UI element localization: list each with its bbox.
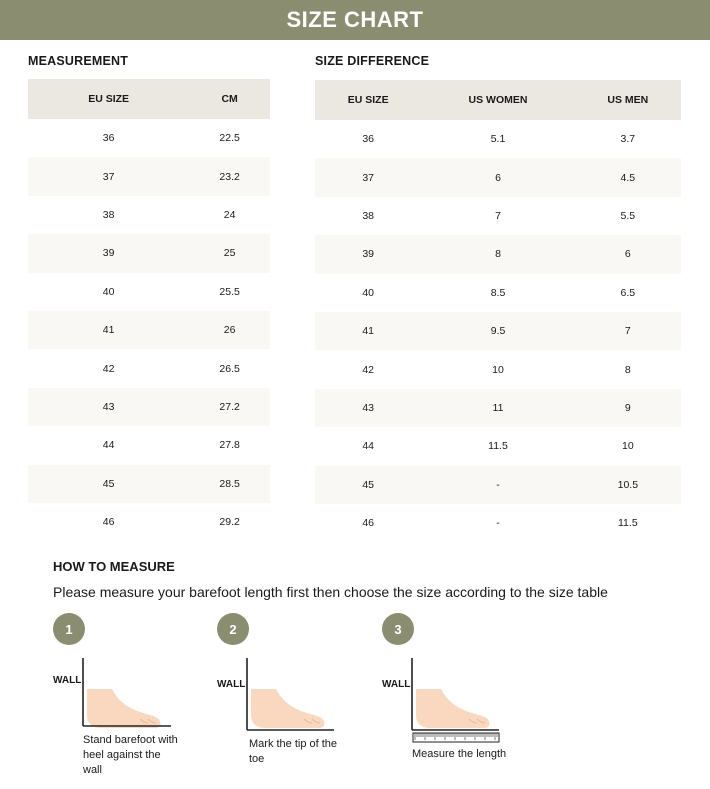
table-cell: 42 bbox=[102, 362, 115, 375]
table-row bbox=[315, 350, 681, 388]
step-3 bbox=[382, 613, 507, 783]
table-cell: 5.1 bbox=[490, 133, 506, 146]
measurement-heading: MEASUREMENT bbox=[28, 54, 129, 68]
table-row bbox=[28, 119, 270, 157]
table-cell: 44 bbox=[102, 439, 115, 452]
column-header: EU SIZE bbox=[315, 80, 421, 120]
size-difference-heading: SIZE DIFFERENCE bbox=[315, 54, 430, 68]
table-row bbox=[315, 120, 681, 158]
step-1 bbox=[53, 613, 178, 783]
foot-icon bbox=[416, 689, 490, 728]
column-header: US WOMEN bbox=[421, 80, 574, 120]
wall-label: WALL bbox=[217, 679, 246, 690]
table-cell: 8.5 bbox=[490, 286, 506, 299]
foot-icon bbox=[87, 689, 161, 728]
step-caption: Mark the tip of the toe bbox=[249, 738, 338, 765]
table-cell: - bbox=[421, 466, 574, 504]
table-cell: 6.5 bbox=[620, 286, 636, 299]
table-row bbox=[28, 196, 270, 234]
table-cell: 24 bbox=[223, 208, 236, 221]
table-cell: 22.5 bbox=[219, 132, 240, 145]
table-row bbox=[28, 157, 270, 195]
table-row bbox=[28, 349, 270, 387]
step-caption: Stand barefoot with heel against the wall bbox=[83, 734, 178, 776]
table-cell: 6 bbox=[421, 158, 574, 196]
table-cell: 36 bbox=[362, 133, 374, 146]
table-cell: 10 bbox=[492, 363, 504, 376]
table-row bbox=[28, 273, 270, 311]
table-row bbox=[28, 388, 270, 426]
table-cell: 46 bbox=[362, 517, 374, 530]
how-to-measure-heading: HOW TO MEASURE bbox=[53, 559, 175, 574]
step-caption: Measure the length bbox=[412, 748, 507, 760]
table-cell: 11.5 bbox=[488, 440, 508, 453]
step-2 bbox=[217, 613, 337, 783]
table-cell: 4.5 bbox=[575, 158, 681, 196]
table-cell: 41 bbox=[28, 311, 189, 349]
table-row bbox=[315, 235, 681, 273]
table-header-row bbox=[315, 80, 681, 120]
table-row bbox=[28, 465, 270, 503]
table-cell: 26 bbox=[189, 311, 270, 349]
table-cell: 39 bbox=[315, 235, 421, 273]
table-cell: 37 bbox=[28, 157, 189, 195]
table-cell: - bbox=[496, 517, 500, 530]
table-cell: 41 bbox=[315, 312, 421, 350]
table-cell: 9 bbox=[575, 389, 681, 427]
how-to-measure-instruction: Please measure your barefoot length first then choose the size according to the size table bbox=[53, 584, 608, 600]
foot-icon bbox=[251, 689, 325, 728]
title-banner bbox=[0, 0, 710, 40]
table-row bbox=[315, 197, 681, 235]
column-header: CM bbox=[189, 79, 270, 119]
table-cell: 43 bbox=[28, 388, 189, 426]
measurement-table bbox=[28, 79, 270, 541]
table-cell: 11.5 bbox=[618, 517, 638, 530]
table-row bbox=[315, 427, 681, 465]
table-cell: 29.2 bbox=[219, 516, 240, 529]
wall-label: WALL bbox=[382, 679, 411, 690]
table-cell: 8 bbox=[624, 363, 631, 376]
wall-label: WALL bbox=[53, 675, 82, 686]
table-cell: 23.2 bbox=[189, 157, 270, 195]
table-cell: 40 bbox=[102, 285, 115, 298]
table-cell: 38 bbox=[102, 208, 115, 221]
ruler-icon bbox=[413, 733, 499, 742]
table-cell: 45 bbox=[315, 466, 421, 504]
table-cell: 37 bbox=[315, 158, 421, 196]
table-cell: 46 bbox=[102, 516, 115, 529]
table-cell: 11 bbox=[421, 389, 574, 427]
table-cell: 8 bbox=[421, 235, 574, 273]
table-header-row bbox=[28, 79, 270, 119]
table-cell: 39 bbox=[28, 234, 189, 272]
table-cell: 42 bbox=[362, 363, 374, 376]
table-cell: 38 bbox=[362, 209, 374, 222]
column-header: EU SIZE bbox=[28, 79, 189, 119]
table-cell: 25 bbox=[189, 234, 270, 272]
column-header: US MEN bbox=[575, 80, 681, 120]
step-number-badge: 1 bbox=[53, 613, 85, 645]
table-row bbox=[28, 426, 270, 464]
table-row bbox=[315, 504, 681, 542]
table-cell: 27.8 bbox=[219, 439, 240, 452]
table-cell: 26.5 bbox=[219, 362, 240, 375]
table-row bbox=[315, 466, 681, 504]
table-row bbox=[28, 311, 270, 349]
table-row bbox=[315, 389, 681, 427]
table-cell: 43 bbox=[315, 389, 421, 427]
table-row bbox=[28, 503, 270, 541]
table-cell: 36 bbox=[102, 132, 115, 145]
table-row bbox=[315, 274, 681, 312]
table-cell: 7 bbox=[575, 312, 681, 350]
table-cell: 3.7 bbox=[620, 133, 636, 146]
page-title: SIZE CHART bbox=[286, 7, 424, 32]
table-cell: 10.5 bbox=[575, 466, 681, 504]
step-number-badge: 3 bbox=[382, 613, 414, 645]
table-row bbox=[28, 234, 270, 272]
table-cell: 10 bbox=[621, 440, 634, 453]
table-cell: 28.5 bbox=[189, 465, 270, 503]
table-row bbox=[315, 158, 681, 196]
table-cell: 7 bbox=[495, 209, 501, 222]
step-number-badge: 2 bbox=[217, 613, 249, 645]
table-cell: 5.5 bbox=[620, 209, 636, 222]
table-cell: 27.2 bbox=[189, 388, 270, 426]
size-difference-table bbox=[315, 80, 681, 542]
table-cell: 45 bbox=[28, 465, 189, 503]
table-cell: 25.5 bbox=[219, 285, 240, 298]
table-row bbox=[315, 312, 681, 350]
table-cell: 6 bbox=[575, 235, 681, 273]
table-cell: 9.5 bbox=[421, 312, 574, 350]
table-cell: 40 bbox=[362, 286, 374, 299]
table-cell: 44 bbox=[362, 440, 374, 453]
